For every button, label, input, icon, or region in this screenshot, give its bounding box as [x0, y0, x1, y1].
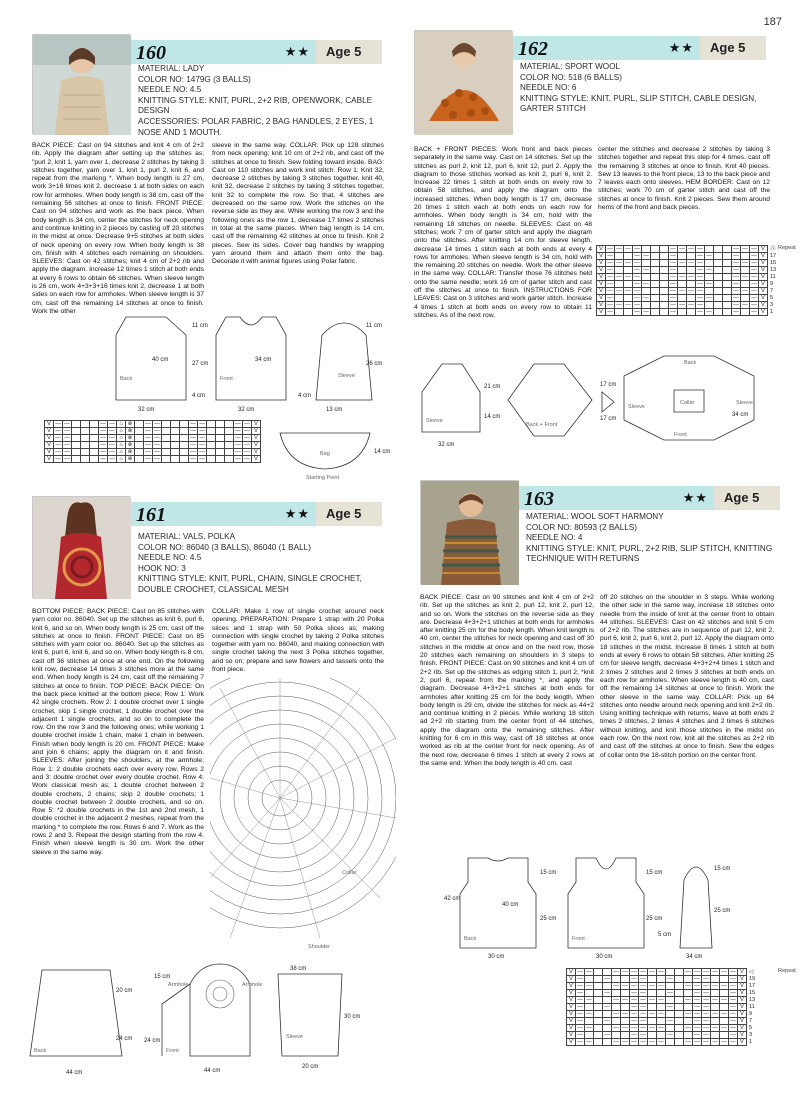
difficulty-stars: ★★ [284, 44, 310, 59]
svg-text:24 cm: 24 cm [116, 1036, 133, 1042]
pattern-160-text-col1: BACK PIECE: Cast on 94 stitches and knit 4 cm of 2+2 rib. Apply the diagram after setting up the stitches as; "purl 2, knit 1, yarn over 1, decrease 2 stitches by taking 3 stitches together, yarn over 1, knit 1, purl 2, knit 6, and repeat from the marking *. When body length is 27 cm, work 3+16 times knit 2, decrease 1 at both sides on each row for armholes. When body length is 38 cm, cast off the remaining 56 stitches at once to finish. FRONT PIECE: Cast on 94 stitches and work as the back piece. When body length is 34 cm, center the stitches for neck opening and continue knitting in 2 pieces by casting off 20 stitches in the midst at once. Decrease 9+5 stitches at both sides of neck opening on every row. When body length is 38 cm, finish with 4 stitches each remaining on shoulders. SLEEVES: Cast on 42 stitches; knit 4 cm of 2+2 rib and apply the diagram. Increase 12 times 1 stitch at both ends at every 6 rows to obtain 66 stitches. When sleeve length is 26 cm, work 4+3+3+16 times knit 2, decrease 1 at both sides on each row for armholes. When sleeve length is 37 cm, cast off the remaining 14 stitches at once to finish. Work the other [32, 142, 204, 315]
svg-text:24 cm: 24 cm [144, 1038, 161, 1044]
svg-text:Back: Back [120, 376, 133, 382]
svg-text:34 cm: 34 cm [732, 412, 749, 418]
style-line: KNITTING STYLE: KNIT, PURL, SLIP STITCH, CABLE DESIGN, GARTER STITCH [520, 93, 757, 114]
difficulty-stars: ★★ [284, 506, 310, 521]
difficulty-stars: ★★ [668, 40, 694, 55]
svg-text:Sleeve: Sleeve [628, 404, 645, 410]
pattern-163-schematic [440, 850, 740, 960]
svg-text:Shoulder: Shoulder [308, 944, 331, 950]
needle-line: NEEDLE NO: 4.5 [138, 85, 202, 95]
svg-text:38 cm: 38 cm [290, 966, 307, 972]
pattern-161-text-col2: COLLAR: Make 1 row of single crochet around neck opening. PREPARATION: Prepare 1 strap with 20 Polka slices and 1 strap with 50 Polka slices as; making connection with single crochet by taking 2 Polka stitches together with yarn no. 86040, and making connection with single crochet taking the next 3 Polka stitches together, and so on; prepare and sew flowers and tassels onto the front piece. [212, 608, 384, 674]
svg-text:Armhole: Armhole [242, 982, 263, 988]
svg-text:14 cm: 14 cm [374, 449, 390, 455]
svg-text:25 cm: 25 cm [714, 908, 731, 914]
svg-text:25 cm: 25 cm [646, 916, 663, 922]
svg-text:Sleeve: Sleeve [426, 418, 443, 424]
svg-text:20 cm: 20 cm [302, 1064, 319, 1070]
pattern-161-info [138, 532, 383, 596]
svg-text:Collar: Collar [680, 400, 695, 406]
svg-text:26 cm: 26 cm [366, 361, 383, 367]
svg-text:Front: Front [220, 376, 233, 382]
pattern-number: 161 [136, 504, 166, 526]
pattern-160-info [138, 64, 383, 138]
svg-text:15 cm: 15 cm [540, 870, 557, 876]
svg-text:15 cm: 15 cm [714, 866, 731, 872]
svg-text:Sleeve: Sleeve [338, 373, 355, 379]
svg-text:11 cm: 11 cm [366, 323, 382, 329]
style-line: KNITTING STYLE: KNIT, PURL, CHAIN, SINGLE CROCHET, DOUBLE CROCHET, CLASSICAL MESH [138, 574, 362, 594]
svg-text:32 cm: 32 cm [138, 407, 155, 413]
pattern-160-photo [32, 34, 130, 134]
svg-text:17 cm: 17 cm [600, 382, 617, 388]
svg-text:32 cm: 32 cm [438, 442, 455, 448]
svg-text:44 cm: 44 cm [204, 1068, 221, 1074]
pattern-162-info [520, 62, 770, 115]
difficulty-stars: ★★ [682, 490, 708, 505]
svg-text:Sleeve: Sleeve [286, 1034, 303, 1040]
svg-text:17 cm: 17 cm [600, 416, 617, 422]
needle-line: NEEDLE NO: 4.5 [138, 553, 202, 563]
svg-text:Starting Point: Starting Point [306, 475, 340, 481]
pattern-163-text-col2: off 20 stitches on the shoulder in 3 steps. While working the other side in the same way, increase 18 stitches onto needle from the inside of knit at the center front to obtain 44 stitches. SLEEVES: Cast on 42 stitches and knit 5 cm of 2+2 rib. The stitches are in sequence of purl 12, knit 2, purl 6, knit 2, purl 6, knit 2, purl 12. Apply the diagram onto 18 stitches in the midst. Increase 8 times 1 stitch at both ends at every 6 rows to obtain 58 stitches. After knitting 25 cm for sleeve length, decrease 4+3+2+4 times 1 stitch and 2 times 2 stitches and 2 times 3 stitches at both ends on each row for armholes. When sleeve length is 40 cm, cast off the remaining 14 stitches at once to finish. Work the other sleeve in the same way. COLLAR: Pick up 64 stitches onto needle around neck opening and knit 2+2 rib. Using knitting technique with returns, leave at both ends 2 times 2 stitches, 2 times 4 stitches and 2 times 6 stitches without knitting, and knit those stitches in the midst on each row. On the next row, knit all the stitches as 2+2 rib and cast off the stitches at once to finish. Sew the edges of collar onto the 18-stitch portion on the center front. [600, 594, 774, 759]
pattern-161-text-col1: BOTTOM PIECE: BACK PIECE: Cast on 85 stitches with yarn color no. 86040. Set up the stitches as knit 6, purl 6, knit 6, and so on. When body length is 25 cm, cast off the stitches at once to finish. FRONT PIECE: Cast on 85 stitches with yarn color no. 86040. Set up the stitches as knit 6, purl 6, knit 6, and so on. When body length is 8 cm, cast off 36 stitches at once at one end. On the following knit row, decrease 14 times 3 stitches more at the same end. When body length is 24 cm, cast off the remaining 7 stitches at once to finish. TOP PIECE: BACK PIECE: On the back piece knitted at the bottom piece; Row 1: Work 42 single crochets. Row 2: 1 double crochet over 1 single crochet, skip 1 single crochet, 1 double crochet over the adjacent 1 single crochets, and so on to complete the row. On the row 3 and the following ones; while working 1 double crochet inside 1 chain, make 1 chain in between. Finish when body length is 20 cm. FRONT PIECE: Make and join 6 chains; apply the diagram on it and finish. SLEEVES: After joining the shoulders, at the armhole; Row 1: 2 double crochets each over every row. Rows 2 and 3: double crochet over every double crochet. Row 4: Work classical mesh as; 1 double crochet between 2 double crochets, 2 chains; skip 2 double crochets; 1 double crochet between 2 double crochets, and so on. Row 5: *2 double crochets in the 1st and 2nd mesh, 1 double crochet in the adjacent 2 meshes, repeat from the marking * to complete the row. Rows 6 and 7. Work as the rows 2 and 3. Repeat the design starting from the row 4. Finish when sleeve length is 30 cm. Work the other sleeve in the same way. [32, 608, 204, 856]
pattern-161-crochet-chart [210, 678, 396, 954]
pattern-160-text-col2: sleeve in the same way. COLLAR: Pick up 128 stitches from neck opening; knit 10 cm of 2+2 rib, and cast off the stitches at once to finish. Sew folding toward inside. BAG: Cast on 110 stitches and work knit stitch. Row 1: Knit 32, decrease 2 stitches by taking 3 stitches together, knit 40, knit 32, decrease 2 stitches by taking 3 stitches together, knit 32 to complete the row. So that, 4 stitches are decreased on the same row. Work the stitches on the reverse side as they are. While working the row 3 and the following ones as the row 1, decrease 17 times 2 stitches in total at the same places. When bag length is 14 cm, cast off the remaining 42 stitches at once to finish. Knit 2 pieces. Sew its sides. Cover bag handles by wrapping yarn around them and attach them onto the bag. Decorate it with animal figures using Polar fabric. [212, 142, 384, 266]
pattern-162-text-col1: BACK + FRONT PIECES: Work front and back pieces separately in the same way. Cast on 14 stitches. Set up the stitches as purl 2, knit 12, purl 6, knit 12, purl 2. Apply the diagram to those stitches worked as knit 2, purl 6, knit 2. Increase 22 times 1 stitch at both ends on every row to obtain 58 stitches, and apply the diagram onto the increased stitches. When body length is 17 cm, decrease 20 times 1 stitch each at both ends on each row for armholes. When body length is 34 cm, hold with the remaining 18 stitches on needle. SLEEVES: Cast on 48 stitches; work 7 cm of garter stitch and apply the diagram onto the stitches. After knitting 14 cm for sleeve length, decrease 14 times 1 stitch each at both ends at every 4 rows for armholes. When sleeve length is 34 cm, hold with the remaining 20 stitches on needle. Work the other sleeve in the same way. COLLAR: Transfer those 76 stitches held onto the same needle; work 16 cm of garter stitch and cast off the stitches at once to finish. INSTRUCTIONS FOR LEAVES: Cast on 3 stitches and work garter stitch. Increase 4 times 1 stitch at both ends on every row to obtain 11 stitches. As of the next row, [414, 146, 592, 319]
pattern-162-photo [414, 30, 512, 134]
svg-text:Front: Front [166, 1048, 179, 1054]
svg-text:30 cm: 30 cm [344, 1014, 360, 1020]
svg-text:11 cm: 11 cm [192, 323, 208, 329]
repeat-label-162: Repeat [778, 245, 796, 251]
needle-line: NEEDLE NO: 6 [520, 83, 577, 93]
svg-text:Front: Front [572, 936, 585, 942]
svg-text:30 cm: 30 cm [596, 954, 613, 960]
pattern-161-schematic [20, 956, 360, 1076]
svg-text:34 cm: 34 cm [255, 357, 272, 363]
color-line: COLOR NO: 80593 (2 BALLS) [526, 522, 638, 532]
color-line: COLOR NO: 1479G (3 BALLS) [138, 74, 251, 84]
svg-text:4 cm: 4 cm [192, 393, 206, 399]
pattern-160-bag-diagram [270, 425, 390, 485]
color-line: COLOR NO: 86040 (3 BALLS), 86040 (1 BALL) [138, 542, 311, 552]
svg-text:32 cm: 32 cm [238, 407, 255, 413]
pattern-number: 162 [518, 38, 548, 60]
material-line: MATERIAL: LADY [138, 64, 205, 73]
style-line: KNITTING STYLE: KNIT, PURL, 2+2 RIB, SLIP STITCH, KNITTING TECHNIQUE WITH RETURNS [526, 543, 773, 564]
page-number: 187 [763, 16, 782, 28]
age-badge: Age 5 [700, 36, 766, 60]
svg-text:Bag: Bag [320, 451, 330, 457]
svg-text:Armhole: Armhole [168, 982, 189, 988]
svg-text:Back: Back [464, 936, 477, 942]
material-line: MATERIAL: WOOL SOFT HARMONY [526, 512, 664, 521]
svg-text:34 cm: 34 cm [686, 954, 703, 960]
pattern-163-text-col1: BACK PIECE: Cast on 90 stitches and knit 4 cm of 2+2 rib. Set up the stitches as knit 2, purl 12, knit 2, purl 12, and so on. Work the stitches on the reverse side as they are. Decrease 4+3+2+1 stitches at both ends for armholes after knitting 25 cm for the body length. When knit length is 40 cm, center the stitches for neck opening and cast off 30 stitches in the middle at once and on the next row, those 20 stitches each remaining on shoulders in 3 steps to finish. FRONT PIECE: Cast on 90 stitches and knit 4 cm of 2+2 rib. Set up the stitches as edging stitch 1, purl 2, *knit 2, purl 6, repeat from the marking *, and apply the diagram. Decrease 4+3+2+1 stitches at both ends for armholes after knitting 25 cm for the body length. When body length is 29 cm, divide the stitches for neck as 44+2 and continue knitting in 2 pieces. While working 18 stitch ad 2+2 rib starting from the center front of 44 stitches, apply the diagram onto the remaining stitches. After knitting for 6 cm in this way, cast off 18 stitches at once worked as rib at the center front for neck opening. As of the next row, decrease 6 times 1 stitch at every 2 rows at the same end. When the body length is 40 cm, cast [420, 594, 594, 767]
pattern-number: 163 [524, 488, 554, 510]
material-line: MATERIAL: SPORT WOOL [520, 62, 621, 71]
pattern-163-stitch-chart: V — — — — — — — — — — — — — — V ◁ V — — — — — — — — V 19 V — — — — — — — — — — — — — — V 17 V — — — — — — — — V 15 V — — — — — — — — — — — — — — V 13 V — — — — — — — — V 11 V — — — — — — — — — — — — — — V 9 V — — — — — — — — V 7 V — — — — — — — — — — — — — — V 5 V — — — — — — — — V 3 V — — — — — — — — — — — — — — V 1 [566, 968, 759, 1046]
style-line: KNITTING STYLE: KNIT, PURL, 2+2 RIB, OPENWORK, CABLE DESIGN [138, 95, 373, 116]
age-badge: Age 5 [316, 502, 382, 526]
svg-text:21 cm: 21 cm [484, 384, 501, 390]
pattern-163-photo [420, 480, 518, 584]
svg-text:40 cm: 40 cm [502, 902, 519, 908]
pattern-162-text-col2: center the stitches and decrease 2 stitches by taking 3 stitches together and repeat this step for 4 times. cast off the remaining 3 stitches at once to finish. Knit 40 pieces. Sew 13 leaves to the front piece, 13 to the back piece and 7 leaves each onto sleeves. HEM BORDER: Cast on 12 stitches; work 70 cm of garter stitch and cast off the stitches at once to finish. Knit 2 pieces. Sew them around hems of the front and back pieces. [598, 146, 770, 212]
svg-text:27 cm: 27 cm [192, 361, 209, 367]
svg-text:Front: Front [674, 432, 687, 438]
svg-text:15 cm: 15 cm [646, 870, 663, 876]
pattern-162-schematic [414, 340, 778, 450]
svg-text:4 cm: 4 cm [298, 393, 312, 399]
svg-text:Collar: Collar [342, 870, 357, 876]
pattern-163-info [526, 512, 782, 565]
needle-line: NEEDLE NO: 4 [526, 533, 583, 543]
svg-text:5 cm: 5 cm [658, 932, 672, 938]
svg-text:Sleeve: Sleeve [736, 400, 753, 406]
accessories-line: ACCESSORIES: POLAR FABRIC, 2 BAG HANDLES, 2 EYES, 1 NOSE AND 1 MOUTH. [138, 116, 374, 137]
color-line: COLOR NO: 518 (6 BALLS) [520, 72, 622, 82]
svg-text:25 cm: 25 cm [540, 916, 557, 922]
svg-text:13 cm: 13 cm [326, 407, 343, 413]
svg-text:Back: Back [684, 360, 697, 366]
svg-text:42 cm: 42 cm [444, 896, 461, 902]
svg-text:20 cm: 20 cm [116, 988, 133, 994]
age-badge: Age 5 [316, 40, 382, 64]
svg-text:14 cm: 14 cm [484, 414, 501, 420]
age-badge: Age 5 [714, 486, 780, 510]
pattern-160-schematic [108, 305, 392, 415]
svg-text:Back + Front: Back + Front [526, 422, 558, 428]
svg-text:44 cm: 44 cm [66, 1070, 83, 1076]
hook-line: HOOK NO: 3 [138, 563, 186, 573]
pattern-162-stitch-chart: V — — — — — — — — — — — V Ⓐ V — — — — — — — — V 17 V — — — — — — — — — — — V 15 V — — — — — — — — V 13 V — — — — — — — — — — — V 11 V — — — — — — — — V 9 V — — — — — — — — — — — V 7 V — — — — — — — — V 5 V — — — — — — — — — — — V 3 V — — — — — — — — V 1 [596, 245, 780, 316]
svg-text:30 cm: 30 cm [488, 954, 505, 960]
svg-text:Back: Back [34, 1048, 47, 1054]
repeat-label: Repeat [778, 968, 796, 974]
material-line: MATERIAL: VALS, POLKA [138, 532, 236, 541]
svg-text:15 cm: 15 cm [154, 974, 171, 980]
svg-text:40 cm: 40 cm [152, 357, 169, 363]
pattern-161-photo [32, 496, 130, 598]
pattern-number: 160 [136, 42, 166, 64]
pattern-160-stitch-chart: V — — — — ⌂ ⊗ — — — — — — V V — — — — ⌂ ⊗ — — — — — — V V — — — — ⌂ ⊗ — — — — — — V V — — — — ⌂ ⊗ — — — — — — V V — — — — ⌂ ⊗ — — — — — — V V — — — — ⌂ ⊗ — — — — — — V [44, 420, 261, 463]
